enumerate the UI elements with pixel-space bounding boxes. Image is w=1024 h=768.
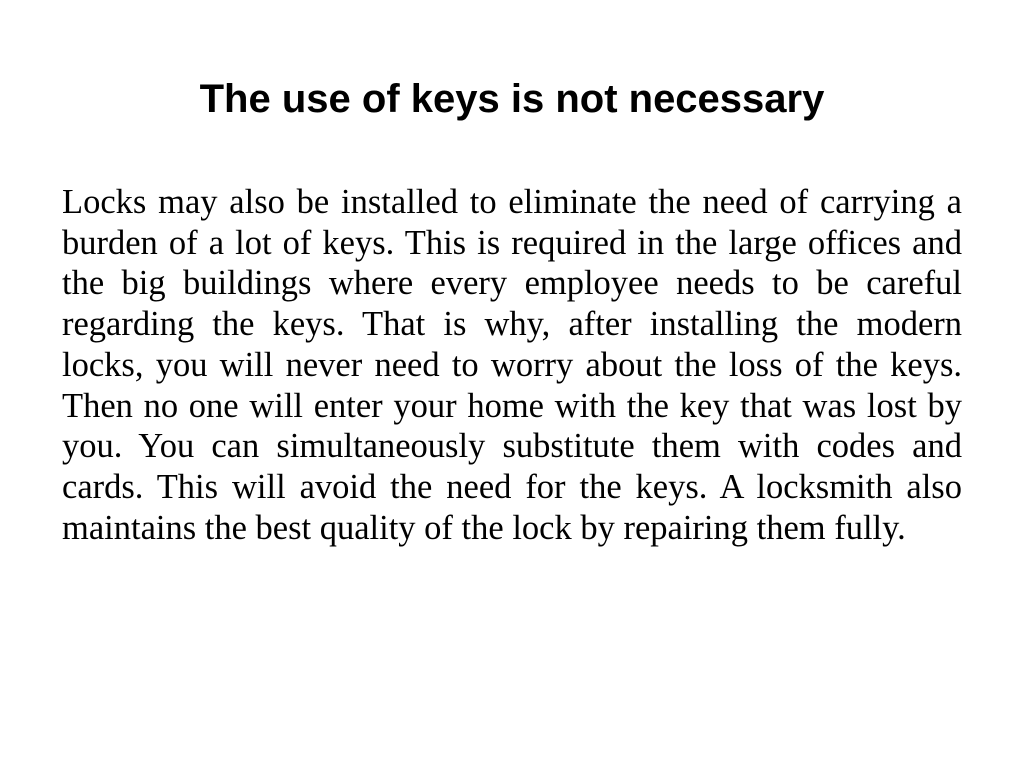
slide-body-text: Locks may also be installed to eliminate the need of carrying a burden of a lot of keys. This is required in the large offices and the big buildings where every employee needs to be careful regarding the keys. That is why, after installing the modern locks, you will never need to worry about the loss of the keys. Then no one will enter your home with the key that was lost by you. You can simultaneously substitute them with codes and cards. This will avoid the need for the keys. A locksmith also maintains the best quality of the lock by repairing them fully. [62,183,962,547]
slide-title: The use of keys is not necessary [199,77,825,121]
